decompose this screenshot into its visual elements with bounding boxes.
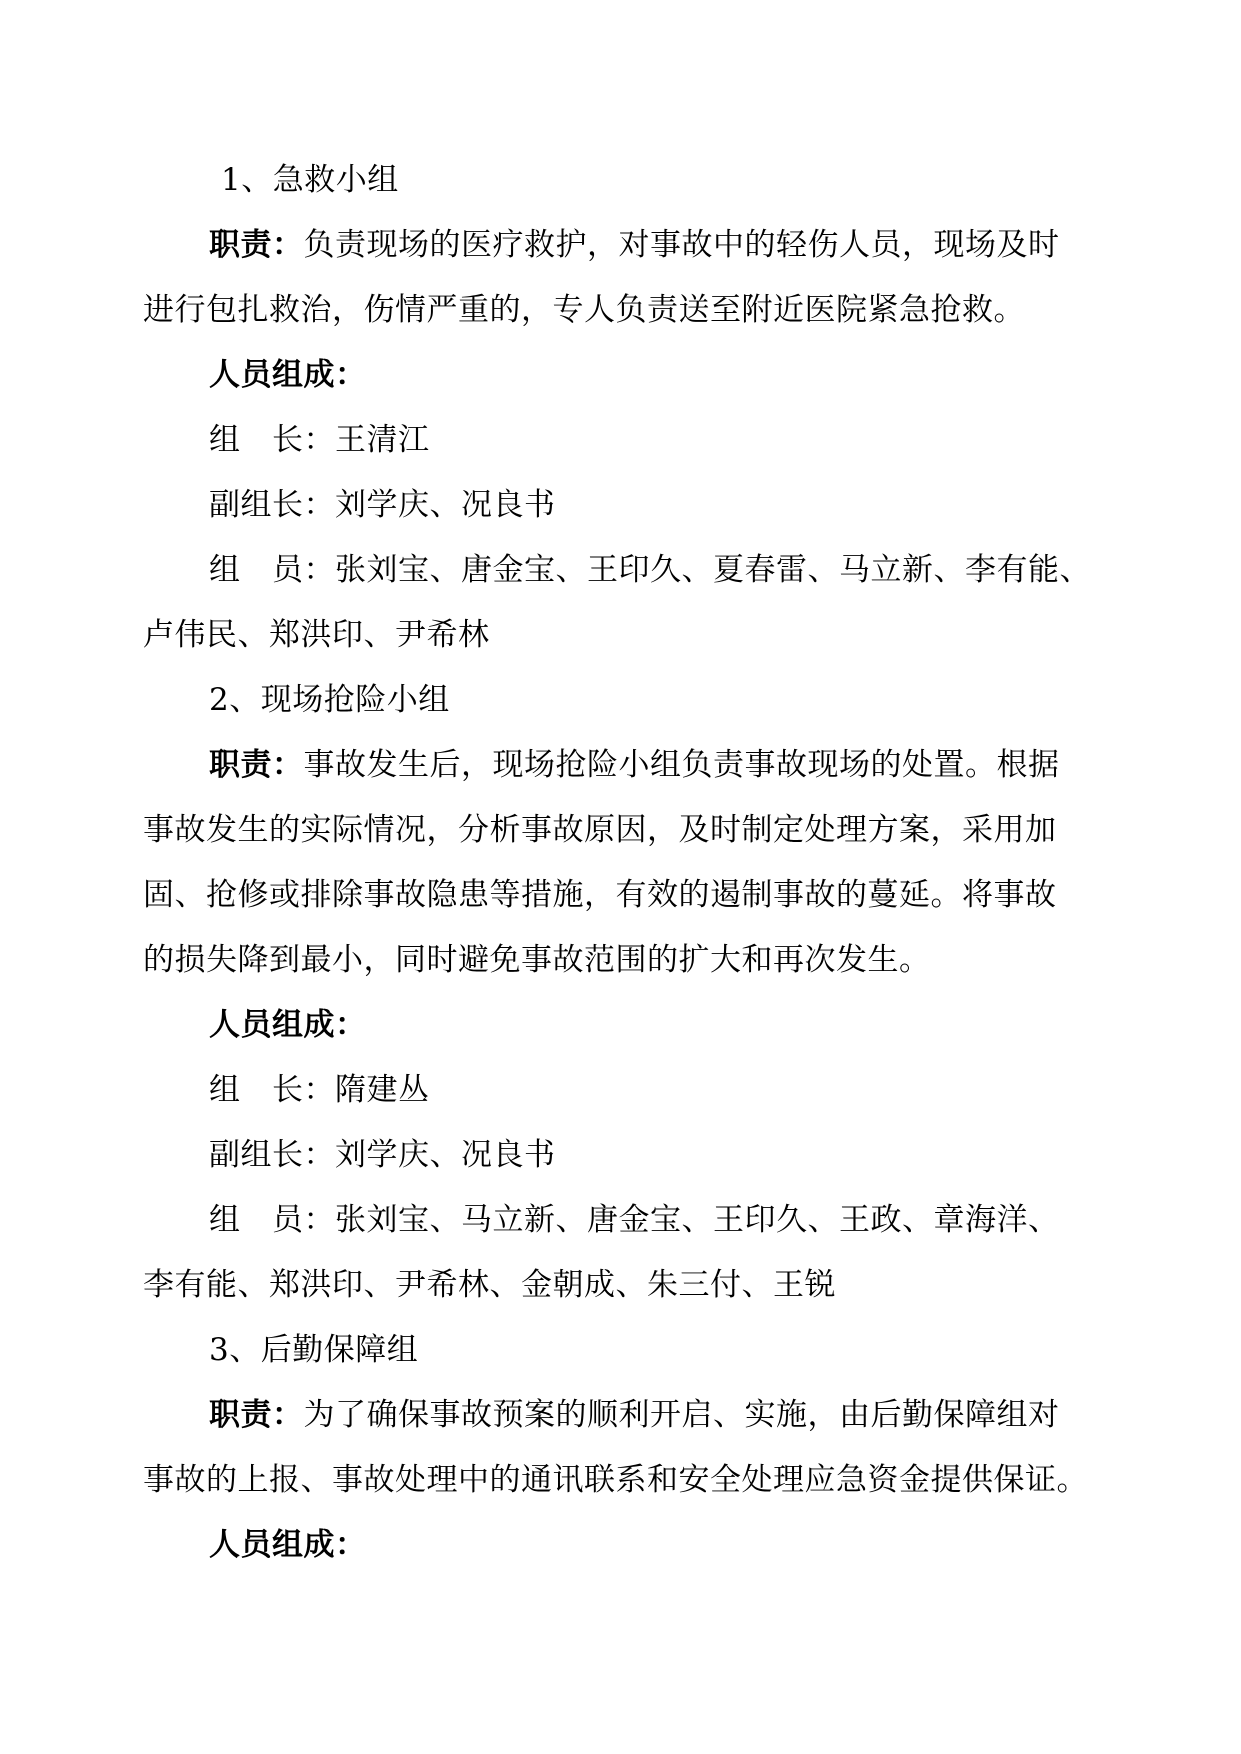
duty-label: 职责： [209, 227, 304, 263]
duty-text: 为了确保事故预案的顺利开启、实施，由后勤保障组对 [303, 1397, 1060, 1433]
section-heading: 3、后勤保障组 [209, 1332, 419, 1368]
leader-line: 组 长：隋建丛 [209, 1072, 430, 1108]
members-line: 卢伟民、郑洪印、尹希林 [143, 617, 490, 653]
section-heading: 2、现场抢险小组 [209, 682, 450, 718]
members-heading: 人员组成： [209, 1527, 367, 1563]
members-heading: 人员组成： [209, 1007, 367, 1043]
duty-paragraph-line: 事故发生的实际情况，分析事故原因，及时制定处理方案，采用加 [143, 812, 1057, 848]
document-body [143, 148, 1118, 1578]
members-line: 组 员：张刘宝、唐金宝、王印久、夏春雷、马立新、李有能、 [209, 552, 1091, 588]
members-line: 李有能、郑洪印、尹希林、金朝成、朱三付、王锐 [143, 1267, 836, 1303]
duty-text: 事故发生后，现场抢险小组负责事故现场的处置。根据 [303, 747, 1060, 783]
members-heading: 人员组成： [209, 357, 367, 393]
duty-paragraph-line: 的损失降到最小，同时避免事故范围的扩大和再次发生。 [143, 942, 931, 978]
deputy-line: 副组长：刘学庆、况良书 [209, 1137, 556, 1173]
duty-paragraph-line [143, 733, 1118, 798]
duty-label: 职责： [209, 1397, 304, 1433]
leader-line: 组 长：王清江 [209, 422, 430, 458]
duty-paragraph-line [143, 1383, 1118, 1448]
section-heading: 1、急救小组 [221, 162, 399, 198]
duty-label: 职责： [209, 747, 304, 783]
duty-text: 负责现场的医疗救护，对事故中的轻伤人员，现场及时 [303, 227, 1060, 263]
duty-paragraph-line: 进行包扎救治，伤情严重的，专人负责送至附近医院紧急抢救。 [143, 292, 1025, 328]
deputy-line: 副组长：刘学庆、况良书 [209, 487, 556, 523]
members-line: 组 员：张刘宝、马立新、唐金宝、王印久、王政、章海洋、 [209, 1202, 1060, 1238]
duty-paragraph-line [143, 213, 1118, 278]
duty-paragraph-line: 事故的上报、事故处理中的通讯联系和安全处理应急资金提供保证。 [143, 1462, 1088, 1498]
duty-paragraph-line: 固、抢修或排除事故隐患等措施，有效的遏制事故的蔓延。将事故 [143, 877, 1057, 913]
